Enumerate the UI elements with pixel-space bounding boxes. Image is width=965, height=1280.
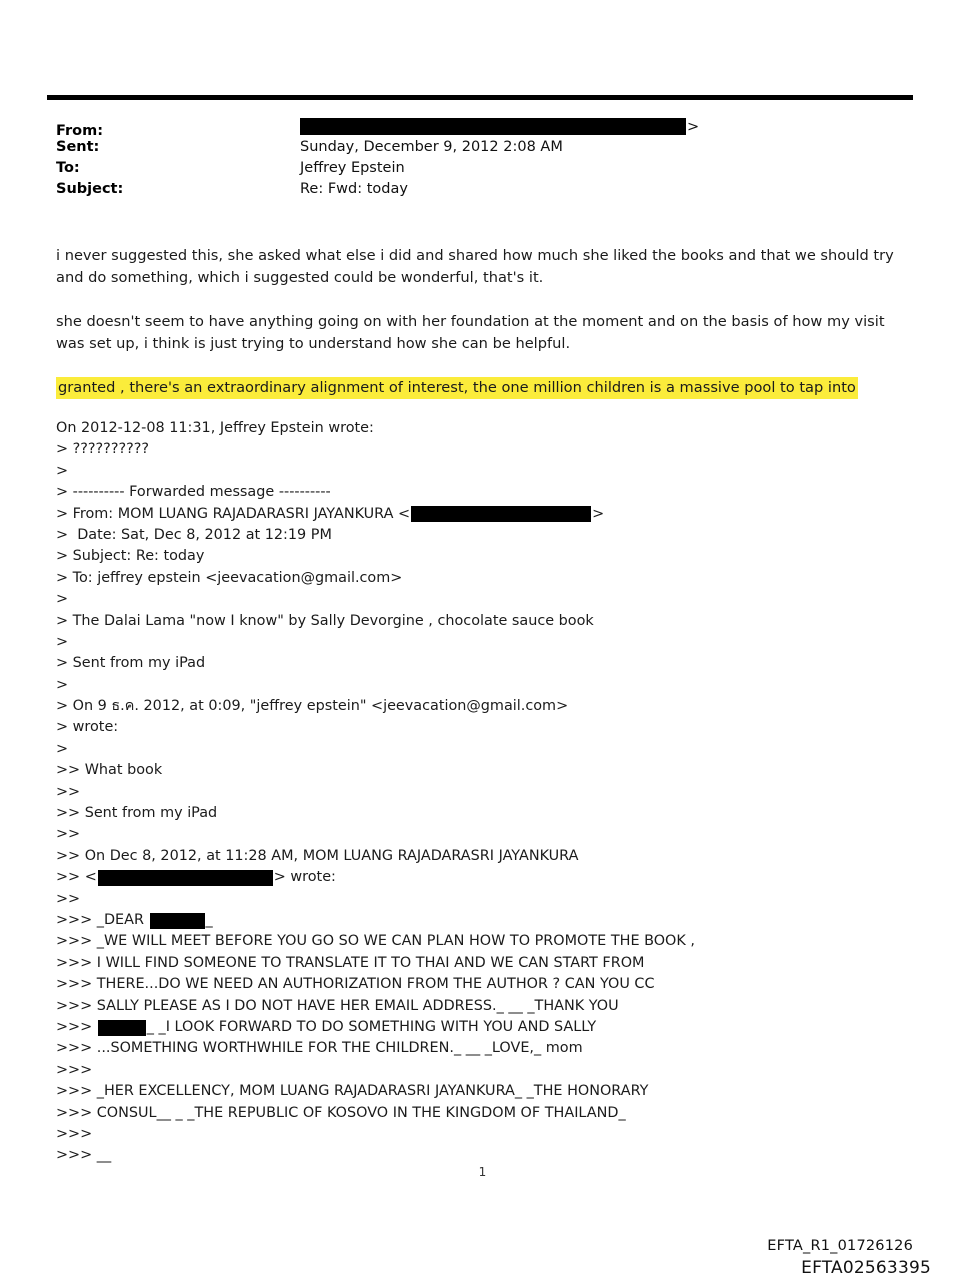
quoted-line [56,461,926,482]
quoted-line [56,803,926,824]
quoted-line-text: >> [56,890,81,907]
page-number: 1 [478,1165,487,1179]
quoted-line-text: > [56,676,69,693]
header-value-sent: Sunday, December 9, 2012 2:08 AM [300,139,563,155]
highlighted-text: granted , there's an extraordinary alignment of interest, the one million children is a massive pool to tap into [56,377,858,399]
header-rule [47,95,913,100]
header-row-from [56,118,916,139]
quoted-line-suffix: > [592,505,605,522]
quoted-line-text: >> Sent from my iPad [56,805,218,822]
quoted-line-text: >>> THERE...DO WE NEED AN AUTHORIZATION FROM THE AUTHOR ? CAN YOU CC [56,976,655,993]
quoted-line-suffix: _ _I LOOK FORWARD TO DO SOMETHING WITH YOU AND SALLY [146,1018,597,1035]
redaction-box [411,506,591,522]
quoted-line-text: > Subject: Re: today [56,548,205,565]
quoted-line [56,675,926,696]
quoted-line-text: > [56,740,69,757]
quoted-line-text: >>> [56,1018,97,1035]
quoted-line [56,910,926,931]
quoted-line [56,439,926,460]
quoted-line [56,996,926,1017]
quoted-line [56,760,926,781]
quoted-line-text: >>> __ [56,1147,112,1164]
quoted-line-text: > ---------- Forwarded message ---------- [56,484,331,501]
quoted-line-text: >>> _HER EXCELLENCY, MOM LUANG RAJADARASRI JAYANKURA_ _THE HONORARY [56,1083,649,1100]
quoted-line-text: >>> [56,1125,93,1142]
header-label-to: To: [56,160,80,176]
quoted-line [56,418,926,439]
quoted-line-text: >> < [56,869,97,886]
quoted-line-text: >> [56,783,81,800]
quoted-line-text: >> [56,826,81,843]
quoted-line [56,889,926,910]
quoted-line [56,1060,926,1081]
body-paragraph-2: she doesn't seem to have anything going on with her foundation at the moment and on the basis of how my visit was set up, i think is just trying to understand how she can be helpful. [56,313,885,352]
quoted-line [56,611,926,632]
quoted-line [56,782,926,803]
quoted-line [56,568,926,589]
quoted-line [56,1038,926,1059]
redaction-box-from [300,118,686,135]
quoted-line-text: > Date: Sat, Dec 8, 2012 at 12:19 PM [56,526,332,543]
quoted-line-text: >>> CONSUL__ _ _THE REPUBLIC OF KOSOVO IN THE KINGDOM OF THAILAND_ [56,1104,626,1121]
header-row-to [56,160,916,181]
angle-bracket: > [687,118,700,135]
quoted-line [56,653,926,674]
quoted-line [56,1017,926,1038]
bates-number-top: EFTA_R1_01726126 [767,1238,913,1254]
header-label-subject: Subject: [56,181,124,197]
header-value-subject: Re: Fwd: today [300,181,408,197]
quoted-line-text: > [56,633,69,650]
quoted-message-block [56,418,926,1167]
quoted-line [56,1145,926,1166]
quoted-line [56,504,926,525]
redaction-box [98,870,273,886]
quoted-line [56,1124,926,1145]
quoted-line-text: > On 9 ธ.ค. 2012, at 0:09, "jeffrey epstein" <jeevacation@gmail.com> [56,698,569,715]
quoted-line-text: > [56,462,69,479]
quoted-line [56,931,926,952]
email-header [56,118,916,202]
quoted-line-text: > ?????????? [56,441,150,458]
quoted-line-suffix: _ [205,911,213,928]
quoted-line [56,867,926,888]
quoted-line-text: >> What book [56,762,163,779]
quoted-line-text: >>> SALLY PLEASE AS I DO NOT HAVE HER EMAIL ADDRESS._ __ _THANK YOU [56,997,619,1014]
quoted-line [56,739,926,760]
quoted-line-text: >>> _WE WILL MEET BEFORE YOU GO SO WE CAN PLAN HOW TO PROMOTE THE BOOK , [56,933,695,950]
header-row-sent [56,139,916,160]
bates-number-bottom: EFTA02563395 [801,1258,931,1278]
quoted-line-text: >>> _DEAR [56,911,149,928]
header-value-from [300,118,699,135]
quoted-line [56,953,926,974]
quoted-line-text: > The Dalai Lama "now I know" by Sally Devorgine , chocolate sauce book [56,612,594,629]
quoted-line-text: > From: MOM LUANG RAJADARASRI JAYANKURA < [56,505,411,522]
quoted-line [56,632,926,653]
header-value-to: Jeffrey Epstein [300,160,405,176]
redaction-box [98,1020,146,1036]
header-label-sent: Sent: [56,139,100,155]
quoted-line-text: > Sent from my iPad [56,655,206,672]
quoted-line [56,1081,926,1102]
quoted-line [56,1103,926,1124]
quoted-line-text: >>> ...SOMETHING WORTHWHILE FOR THE CHILDREN._ __ _LOVE,_ mom [56,1040,583,1057]
quoted-line [56,482,926,503]
redaction-box [150,913,205,929]
header-label-from: From: [56,123,103,139]
quoted-line [56,846,926,867]
quoted-line-text: > [56,591,69,608]
quoted-line-text: On 2012-12-08 11:31, Jeffrey Epstein wrote: [56,420,374,436]
quoted-line-suffix: > wrote: [273,869,336,886]
body-paragraph-1: i never suggested this, she asked what else i did and shared how much she liked the books and that we should try and do something, which i suggested could be wonderful, that's it. [56,247,894,286]
quoted-line-text: >>> [56,1061,93,1078]
quoted-line-text: >> On Dec 8, 2012, at 11:28 AM, MOM LUANG RAJADARASRI JAYANKURA [56,847,579,864]
quoted-line-text: >>> I WILL FIND SOMEONE TO TRANSLATE IT TO THAI AND WE CAN START FROM [56,954,645,971]
quoted-line [56,696,926,717]
quoted-line [56,824,926,845]
quoted-line [56,717,926,738]
quoted-line-text: > wrote: [56,719,119,736]
quoted-line [56,974,926,995]
header-row-subject [56,181,916,202]
highlighted-paragraph-wrap [56,377,912,399]
quoted-line-text: > To: jeffrey epstein <jeevacation@gmail.com> [56,569,403,586]
quoted-line [56,525,926,546]
quoted-line [56,589,926,610]
email-body [56,245,912,421]
quoted-line [56,546,926,567]
